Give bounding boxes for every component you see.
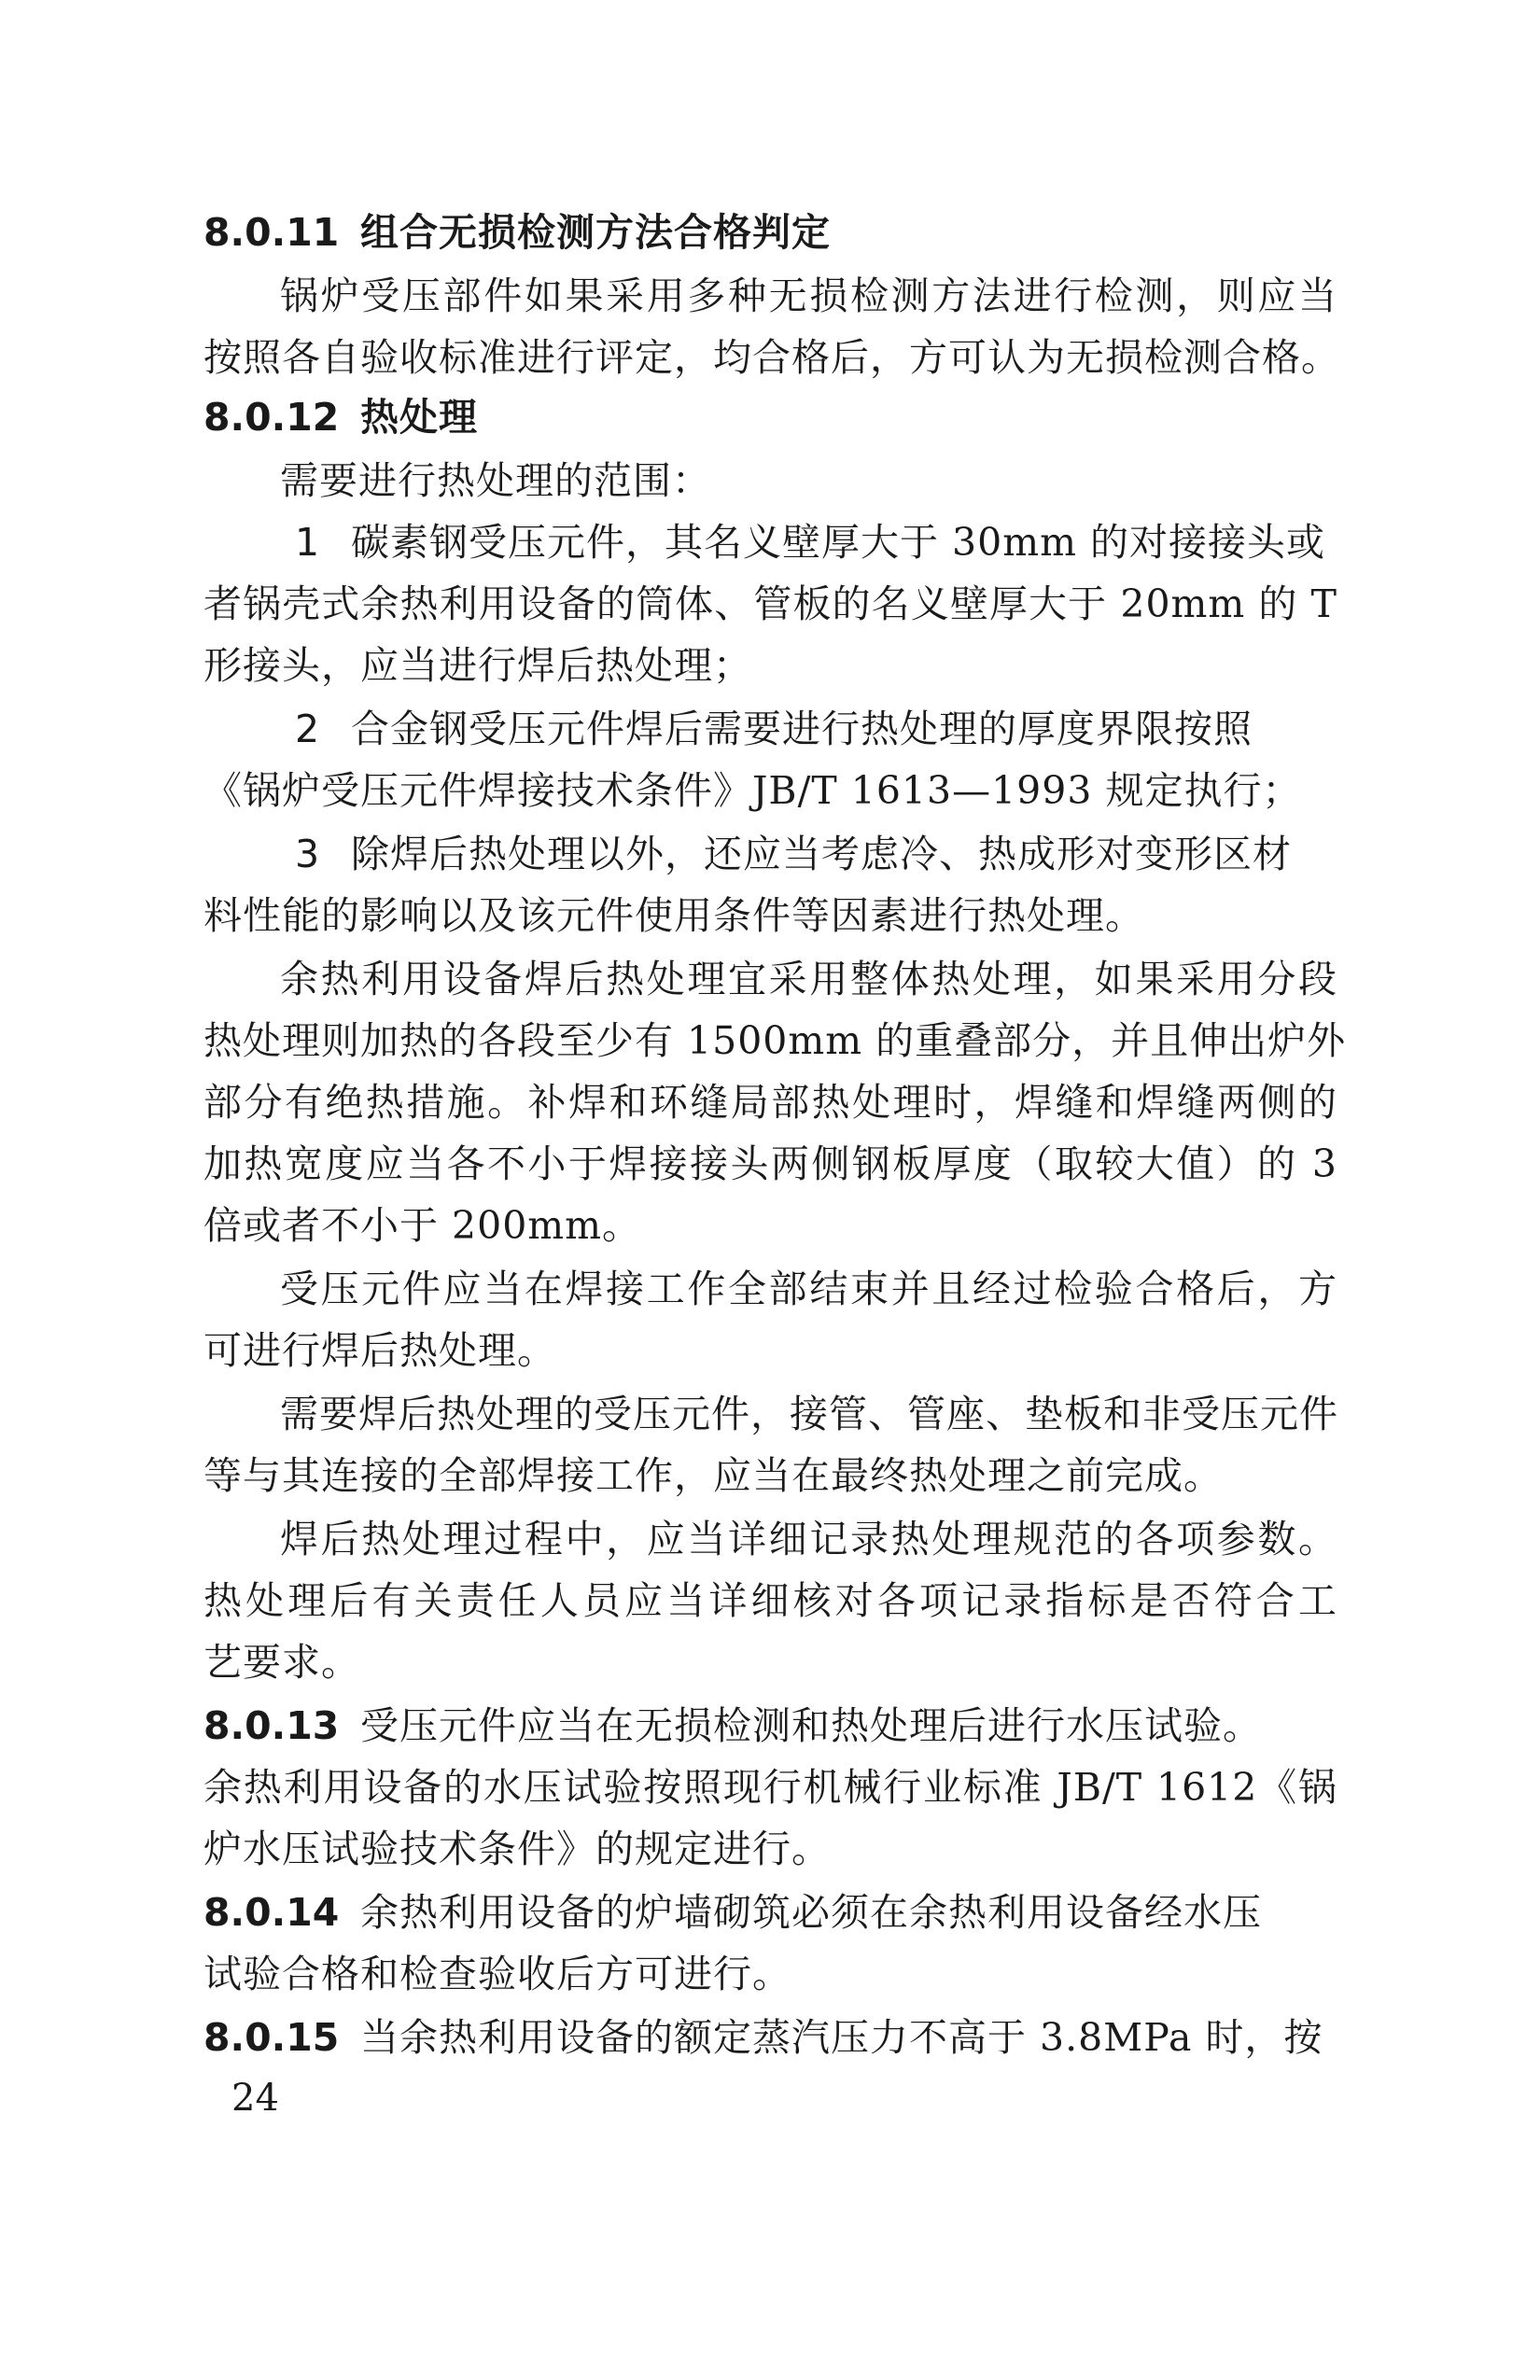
paragraph-line: 等与其连接的全部焊接工作，应当在最终热处理之前完成。 (203, 1453, 1223, 1498)
item-number: 1 (295, 520, 320, 565)
section-number: 8.0.11 (203, 210, 340, 255)
item-text: 碳素钢受压元件，其名义壁厚大于 30mm 的对接接头或 (351, 520, 1325, 565)
section-text: 当余热利用设备的额定蒸汽压力不高于 3.8MPa 时，按 (360, 2015, 1323, 2060)
paragraph-line: 倍或者不小于 200mm。 (203, 1203, 642, 1248)
paragraph-line: 余热利用设备焊后热处理宜采用整体热处理，如果采用分段 (280, 957, 1337, 1001)
item-number: 3 (295, 832, 320, 876)
paragraph-line: 锅炉受压部件如果采用多种无损检测方法进行检测，则应当 (280, 273, 1337, 318)
paragraph-line: 需要焊后热处理的受压元件，接管、管座、垫板和非受压元件 (280, 1392, 1338, 1436)
section-heading-8-0-13 (203, 1695, 1337, 1757)
section-heading-8-0-15 (203, 2007, 1337, 2068)
list-item-1 (295, 511, 1337, 573)
paragraph-line: 加热宽度应当各不小于焊接接头两侧钢板厚度（取较大值）的 3 (203, 1141, 1337, 1186)
paragraph-line: 余热利用设备的水压试验按照现行机械行业标准 JB/T 1612《锅 (203, 1765, 1337, 1810)
paragraph-line: 需要进行热处理的范围： (280, 458, 711, 503)
section-number: 8.0.14 (203, 1890, 340, 1935)
paragraph-line: 可进行焊后热处理。 (203, 1328, 556, 1373)
section-title: 热处理 (360, 395, 478, 440)
paragraph-line: 热处理后有关责任人员应当详细核对各项记录指标是否符合工 (203, 1578, 1337, 1623)
paragraph-line: 《锅炉受压元件焊接技术条件》JB/T 1613—1993 规定执行； (203, 768, 1302, 813)
section-heading-8-0-14 (203, 1882, 1337, 1943)
paragraph-line: 受压元件应当在焊接工作全部结束并且经过检验合格后，方 (280, 1267, 1337, 1311)
paragraph-line: 形接头，应当进行焊后热处理； (203, 643, 752, 688)
paragraph-line: 按照各自验收标准进行评定，均合格后，方可认为无损检测合格。 (203, 335, 1340, 380)
item-number: 2 (295, 707, 320, 751)
section-title: 组合无损检测方法合格判定 (360, 210, 831, 255)
paragraph-line: 炉水压试验技术条件》的规定进行。 (203, 1827, 831, 1871)
paragraph-line: 焊后热处理过程中，应当详细记录热处理规范的各项参数。 (280, 1517, 1337, 1561)
list-item-3 (295, 823, 1337, 885)
section-text: 受压元件应当在无损检测和热处理后进行水压试验。 (360, 1703, 1262, 1748)
paragraph-line: 试验合格和检查验收后方可进行。 (203, 1952, 791, 1996)
item-text: 除焊后热处理以外，还应当考虑冷、热成形对变形区材 (351, 832, 1292, 876)
paragraph-line: 部分有绝热措施。补焊和环缝局部热处理时，焊缝和焊缝两侧的 (203, 1080, 1337, 1125)
section-heading-8-0-12 (203, 386, 1337, 448)
page-number: 24 (231, 2077, 279, 2120)
paragraph-line: 热处理则加热的各段至少有 1500mm 的重叠部分，并且伸出炉外 (203, 1018, 1347, 1063)
section-number: 8.0.13 (203, 1703, 340, 1748)
section-text: 余热利用设备的炉墙砌筑必须在余热利用设备经水压 (360, 1890, 1262, 1935)
paragraph-line: 料性能的影响以及该元件使用条件等因素进行热处理。 (203, 893, 1144, 938)
paragraph-line: 艺要求。 (203, 1640, 360, 1685)
list-item-2 (295, 698, 1337, 760)
item-text: 合金钢受压元件焊后需要进行热处理的厚度界限按照 (351, 707, 1253, 751)
paragraph-line: 者锅壳式余热利用设备的筒体、管板的名义壁厚大于 20mm 的 T (203, 581, 1337, 626)
section-heading-8-0-11 (203, 202, 1337, 263)
section-number: 8.0.15 (203, 2015, 340, 2060)
section-number: 8.0.12 (203, 395, 340, 440)
